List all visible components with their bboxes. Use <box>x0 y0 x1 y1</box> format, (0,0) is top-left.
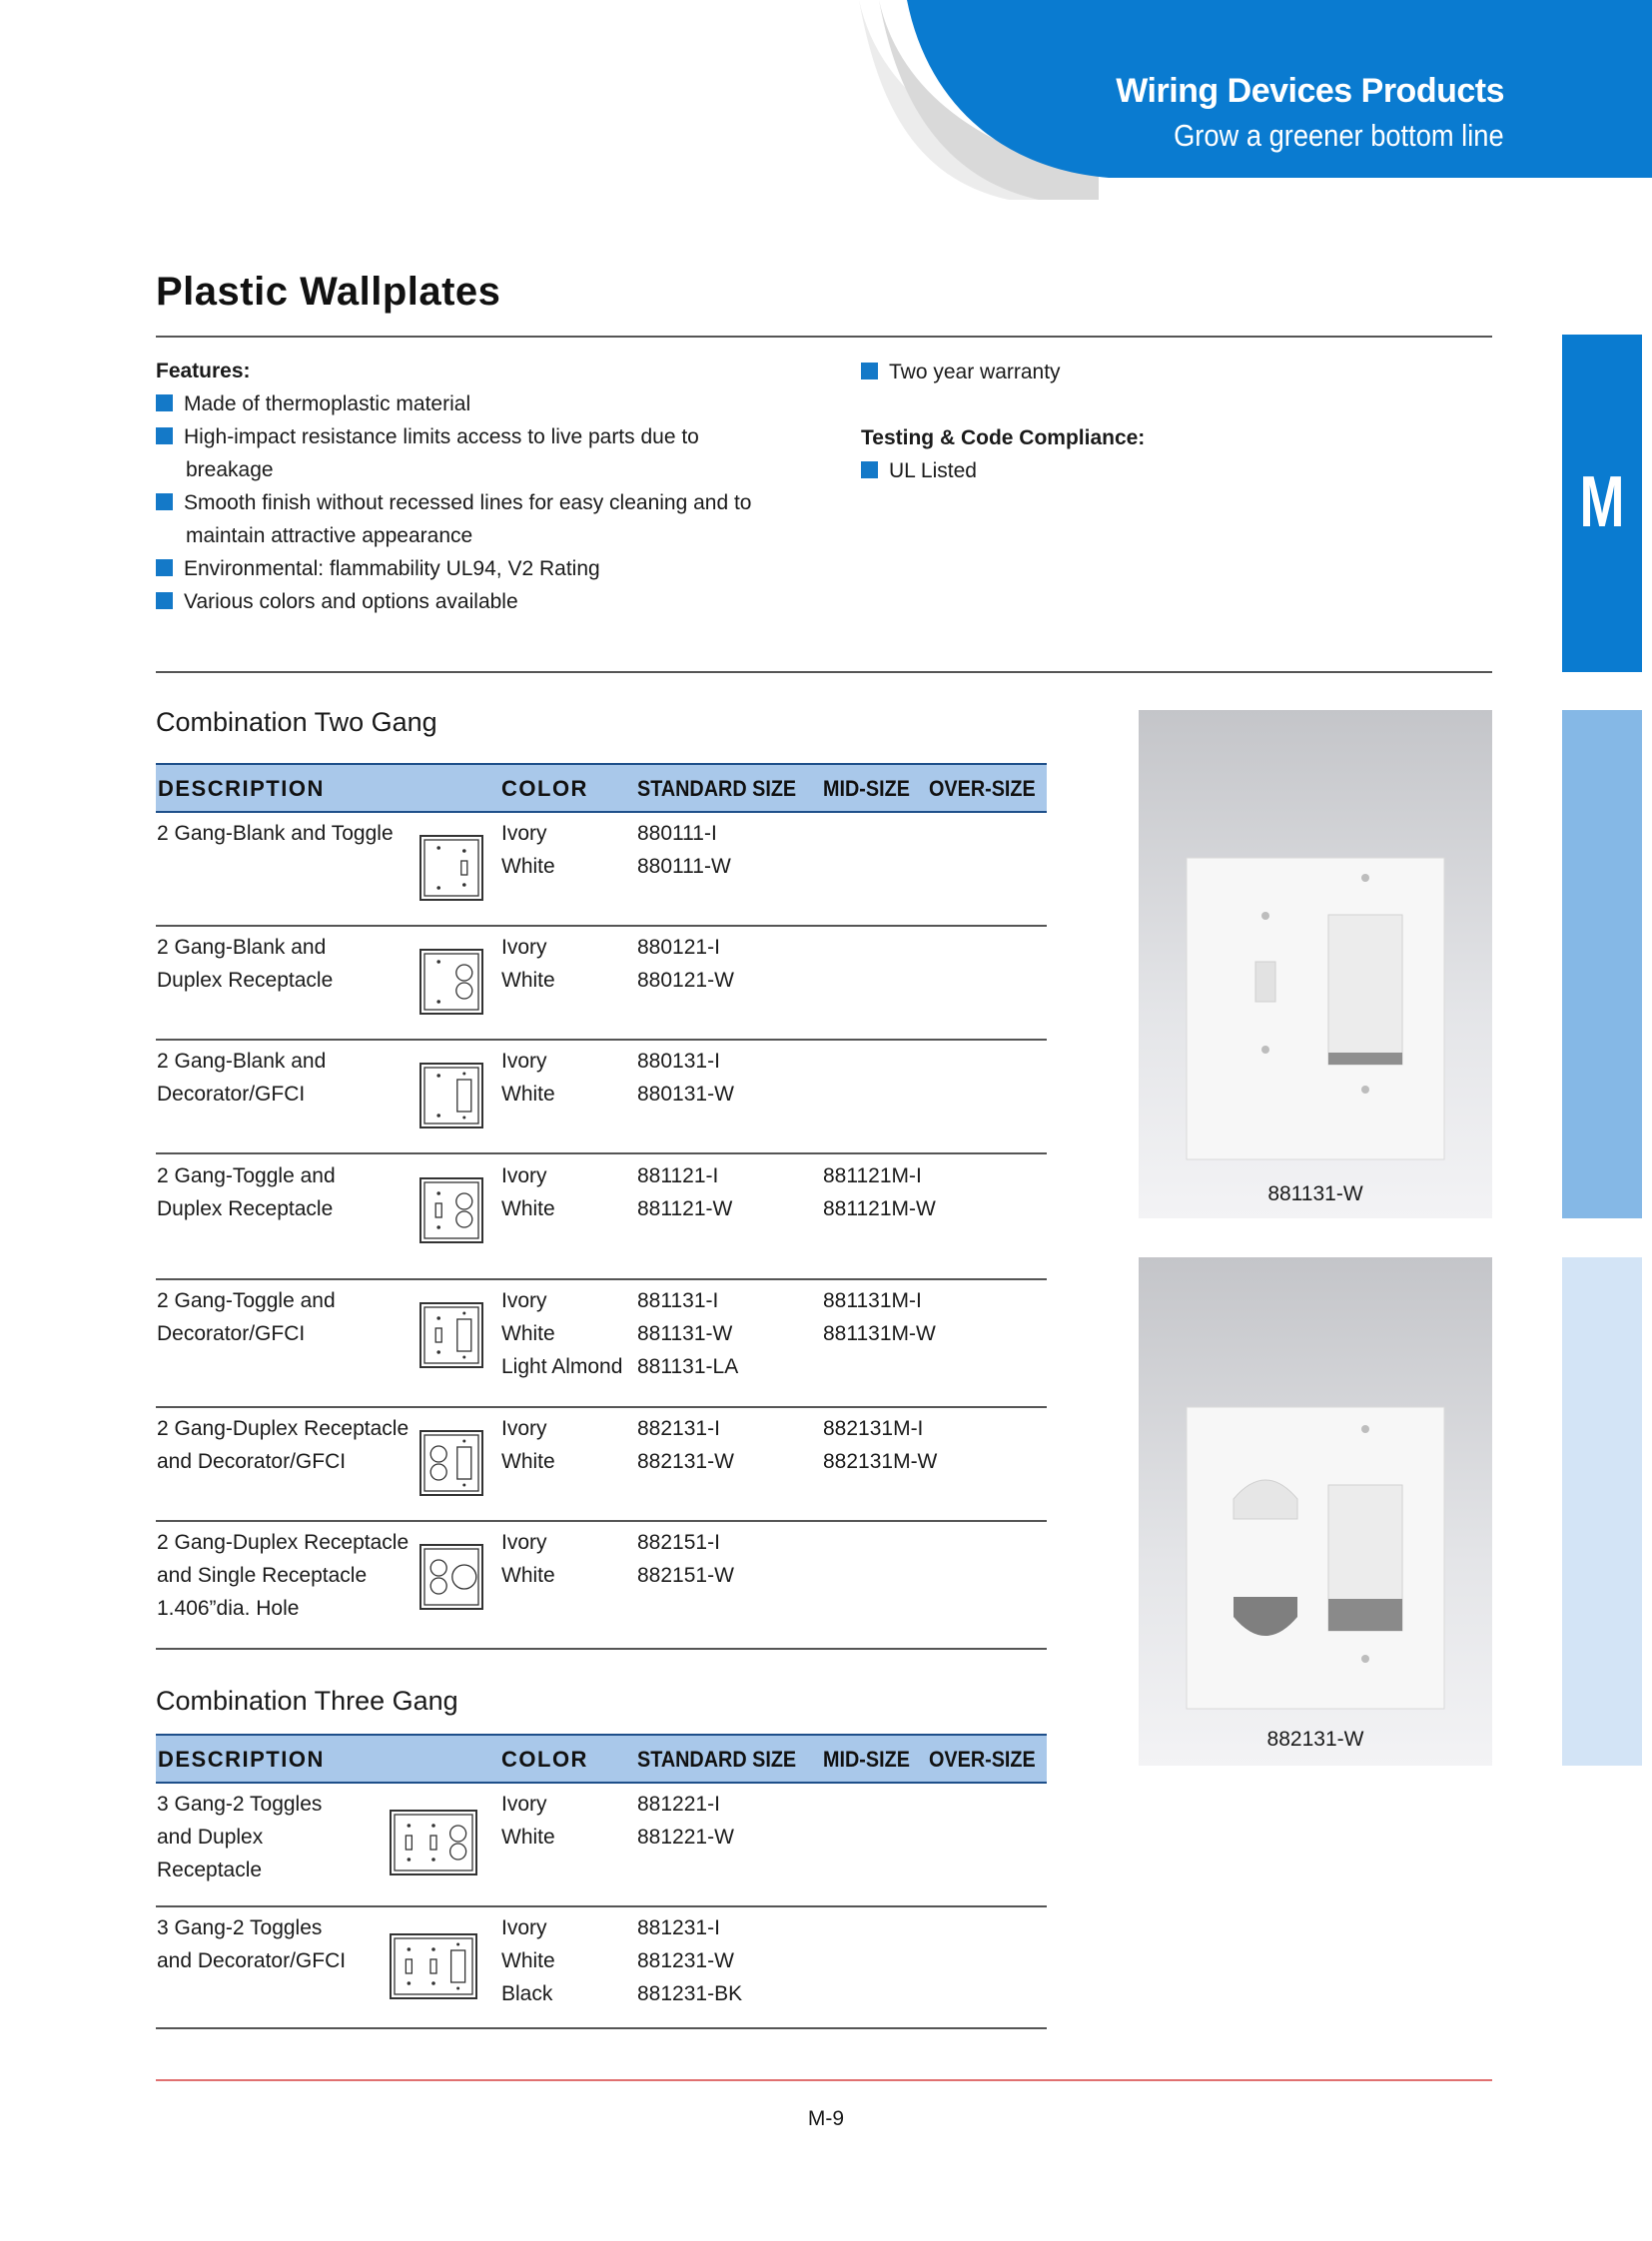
row-mid-size: 881131M-I 881131M-W <box>823 1289 936 1345</box>
features-right-column <box>861 356 1360 487</box>
features-section <box>156 356 855 618</box>
row-standard-size: 880111-I 880111-W <box>637 822 731 878</box>
toggle-decorator-icon <box>419 1302 483 1373</box>
title-divider <box>156 336 1492 338</box>
row-colors: Ivory White <box>501 1417 555 1473</box>
row-colors: Ivory White <box>501 1164 555 1220</box>
bullet-square-icon <box>861 461 878 478</box>
row-colors: Ivory White <box>501 1793 555 1849</box>
bullet-square-icon <box>861 363 878 379</box>
col-mid-size: MID-SIZE <box>823 1747 910 1772</box>
row-description: 2 Gang-Blank and Toggle <box>157 822 394 845</box>
row-mid-size: 882131M-I 882131M-W <box>823 1417 938 1473</box>
row-divider <box>156 925 1047 927</box>
feature-item <box>156 420 855 486</box>
row-divider <box>156 1648 1047 1650</box>
feature-text: breakage <box>186 458 274 481</box>
feature-item <box>156 486 855 552</box>
warranty-item <box>861 356 1360 388</box>
row-colors: Ivory White Light Almond <box>501 1289 623 1378</box>
compliance-text: UL Listed <box>889 459 977 482</box>
features-divider <box>156 671 1492 673</box>
row-mid-size: 881121M-I 881121M-W <box>823 1164 936 1220</box>
page-number: M-9 <box>807 2107 845 2130</box>
features-heading: Features: <box>156 360 251 382</box>
three-gang-title: Combination Three Gang <box>156 1686 458 1716</box>
row-divider <box>156 1905 1047 1907</box>
header-title: Wiring Devices Products <box>1116 72 1504 110</box>
photo-caption: 882131-W <box>1266 1728 1364 1751</box>
feature-text: High-impact resistance limits access to live parts due to <box>184 425 699 448</box>
product-photo-881131 <box>1139 710 1492 1218</box>
blank-duplex-icon <box>419 949 483 1020</box>
row-standard-size: 881121-I 881121-W <box>637 1164 733 1220</box>
row-description: 2 Gang-Duplex Receptacle and Decorator/GFCI <box>157 1417 410 1473</box>
row-colors: Ivory White <box>501 1531 555 1587</box>
row-colors: Ivory White Black <box>501 1916 555 2005</box>
photo-caption: 881131-W <box>1267 1182 1363 1205</box>
row-standard-size: 882131-I 882131-W <box>637 1417 734 1473</box>
toggle-duplex-icon <box>419 1177 483 1248</box>
bullet-square-icon <box>156 427 173 444</box>
page-title: Plastic Wallplates <box>156 270 501 314</box>
bullet-square-icon <box>156 592 173 609</box>
row-divider <box>156 1152 1047 1154</box>
row-standard-size: 882151-I 882151-W <box>637 1531 734 1587</box>
row-description: 3 Gang-2 Toggles and Decorator/GFCI <box>157 1916 347 1972</box>
row-divider <box>156 1039 1047 1041</box>
two-gang-title: Combination Two Gang <box>156 707 437 737</box>
side-tab-lower <box>1562 1257 1642 1766</box>
col-standard-size: STANDARD SIZE <box>637 1747 797 1772</box>
duplex-decorator-icon <box>419 1430 483 1501</box>
row-divider <box>156 2027 1047 2029</box>
warranty-text: Two year warranty <box>889 361 1061 383</box>
col-over-size: OVER-SIZE <box>929 776 1036 801</box>
feature-text: Various colors and options available <box>184 590 518 613</box>
row-description: 2 Gang-Toggle and Duplex Receptacle <box>157 1164 336 1220</box>
wallplate-toggle-decorator-image <box>1139 710 1492 1218</box>
row-colors: Ivory White <box>501 1050 555 1106</box>
row-description: 2 Gang-Toggle and Decorator/GFCI <box>157 1289 336 1345</box>
duplex-single-icon <box>419 1544 483 1615</box>
row-standard-size: 881221-I 881221-W <box>637 1793 734 1849</box>
blank-decorator-icon <box>419 1063 483 1133</box>
col-color: COLOR <box>501 1747 588 1772</box>
blank-toggle-icon <box>419 835 483 906</box>
two-gang-table-header <box>156 763 1047 813</box>
col-over-size: OVER-SIZE <box>929 1747 1036 1772</box>
feature-text: Environmental: flammability UL94, V2 Rating <box>184 557 600 580</box>
col-description: DESCRIPTION <box>158 1747 325 1772</box>
feature-text: Smooth finish without recessed lines for easy cleaning and to <box>184 491 752 514</box>
wallplate-duplex-decorator-image <box>1139 1257 1492 1766</box>
side-tab-letter: M <box>1579 462 1625 542</box>
row-divider <box>156 1278 1047 1280</box>
side-tab-middle <box>1562 710 1642 1218</box>
feature-item <box>156 387 855 420</box>
row-standard-size: 881231-I 881231-W 881231-BK <box>637 1916 743 2005</box>
three-gang-table-header <box>156 1734 1047 1784</box>
header-subtitle: Grow a greener bottom line <box>1174 118 1504 153</box>
bullet-square-icon <box>156 559 173 576</box>
footer-divider <box>156 2079 1492 2081</box>
row-standard-size: 880121-I 880121-W <box>637 936 734 992</box>
feature-item <box>156 552 855 585</box>
product-photo-882131 <box>1139 1257 1492 1766</box>
col-standard-size: STANDARD SIZE <box>637 776 797 801</box>
features-list <box>156 387 855 618</box>
row-description: 3 Gang-2 Toggles and Duplex Receptacle <box>157 1793 323 1881</box>
row-standard-size: 881131-I 881131-W 881131-LA <box>637 1289 739 1378</box>
row-standard-size: 880131-I 880131-W <box>637 1050 734 1106</box>
feature-text: maintain attractive appearance <box>186 524 473 547</box>
row-divider <box>156 1520 1047 1522</box>
bullet-square-icon <box>156 493 173 510</box>
compliance-item <box>861 454 1360 487</box>
col-color: COLOR <box>501 776 588 801</box>
row-colors: Ivory White <box>501 936 555 992</box>
col-description: DESCRIPTION <box>158 776 325 801</box>
row-description: 2 Gang-Blank and Duplex Receptacle <box>157 936 334 992</box>
row-description: 2 Gang-Duplex Receptacle and Single Receptacle 1.406”dia. Hole <box>157 1531 410 1620</box>
two-toggles-decorator-icon <box>390 1933 477 2004</box>
compliance-heading: Testing & Code Compliance: <box>861 426 1146 449</box>
two-toggles-duplex-icon <box>390 1810 477 1880</box>
col-mid-size: MID-SIZE <box>823 776 910 801</box>
row-description: 2 Gang-Blank and Decorator/GFCI <box>157 1050 327 1106</box>
row-colors: Ivory White <box>501 822 555 878</box>
feature-item <box>156 585 855 618</box>
feature-text: Made of thermoplastic material <box>184 392 471 415</box>
row-divider <box>156 1406 1047 1408</box>
bullet-square-icon <box>156 394 173 411</box>
